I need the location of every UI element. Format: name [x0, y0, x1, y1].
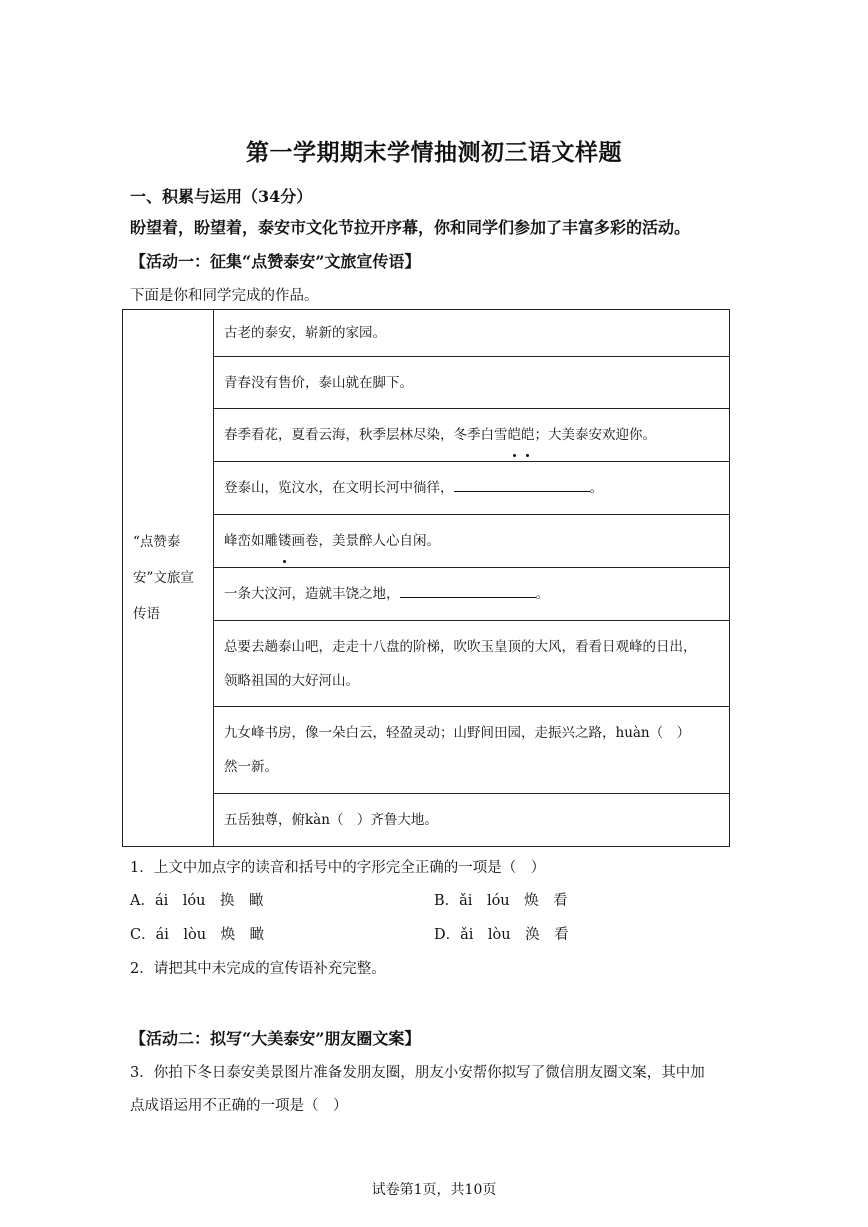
slogan-table [122, 309, 730, 847]
slogan-text: 九女峰书房，像一朵白云，轻盈灵动；山野间田园，走振兴之路，huàn（ ） [224, 725, 691, 741]
page-footer: 试卷第1页，共10页 [371, 1182, 497, 1198]
slogan-text: 。 [589, 480, 603, 496]
slogan-cell [214, 310, 730, 357]
slogan-cell [214, 621, 730, 707]
option-a[interactable]: A．ái lóu 换 瞰 [130, 893, 264, 909]
slogan-text: 春季看花，夏看云海，秋季层林尽染，冬季白雪 [224, 427, 508, 443]
slogan-cell [214, 568, 730, 621]
dotted-character: 皑 [508, 418, 522, 452]
answer-blank[interactable] [400, 585, 536, 598]
activity1-heading: 【活动一：征集“点赞泰安”文旅宣传语】 [130, 252, 421, 271]
slogan-text: 峰峦如雕 [224, 533, 278, 549]
option-c[interactable]: C．ái lòu 焕 瞰 [130, 927, 265, 943]
table-label-text: “点赞泰安”文旅宣传语 [133, 534, 194, 622]
slogan-cell [214, 409, 730, 462]
slogan-cell [214, 357, 730, 409]
slogan-text: 画卷，美景醉人心自闲。 [291, 533, 440, 549]
slogan-cell [214, 794, 730, 847]
table-row [123, 707, 730, 794]
table-row [123, 568, 730, 621]
slogan-text: 领略祖国的大好河山。 [224, 672, 359, 689]
slogan-text: 总要去趟泰山吧，走走十八盘的阶梯，吹吹玉皇顶的大风，看看日观峰的日出， [224, 638, 697, 655]
table-row [123, 621, 730, 707]
slogan-text: 。 [535, 586, 549, 602]
document-title: 第一学期期末学情抽测初三语文样题 [246, 139, 622, 166]
slogan-text: 登泰山，览汶水，在文明长河中徜徉， [224, 480, 454, 496]
question3-stem-line1: 3．你拍下冬日泰安美景图片准备发朋友圈，朋友小安帮你拟写了微信朋友圈文案，其中加 [130, 1065, 705, 1081]
slogan-text: 然一新。 [224, 759, 278, 775]
slogan-text: 一条大汶河，造就丰饶之地， [224, 586, 400, 602]
table-row [123, 310, 730, 357]
slogan-cell [214, 515, 730, 568]
table-row [123, 357, 730, 409]
slogan-text: 古老的泰安，崭新的家园。 [224, 325, 386, 341]
table-row [123, 515, 730, 568]
slogan-text: 五岳独尊，俯kàn（ ）齐鲁大地。 [224, 812, 438, 828]
activity2-heading: 【活动二：拟写“大美泰安”朋友圈文案】 [130, 1029, 421, 1048]
question2-stem: 2．请把其中未完成的宣传语补充完整。 [130, 961, 386, 977]
intro-paragraph: 盼望着，盼望着，泰安市文化节拉开序幕，你和同学们参加了丰富多彩的活动。 [130, 218, 691, 237]
activity1-lead: 下面是你和同学完成的作品。 [130, 288, 319, 304]
slogan-text: 青春没有售价，泰山就在脚下。 [224, 374, 413, 391]
section-heading: 一、积累与运用（34分） [130, 187, 313, 206]
table-row [123, 794, 730, 847]
question3-stem-line2: 点成语运用不正确的一项是（ ） [130, 1098, 348, 1114]
option-b[interactable]: B．ǎi lóu 焕 看 [434, 893, 568, 909]
slogan-cell [214, 462, 730, 515]
dotted-character: 镂 [278, 524, 292, 558]
dotted-character: 皑 [521, 418, 535, 452]
option-d[interactable]: D．ǎi lòu 涣 看 [434, 927, 569, 943]
table-row [123, 409, 730, 462]
table-row [123, 462, 730, 515]
answer-blank[interactable] [454, 479, 590, 492]
question1-stem: 1．上文中加点字的读音和括号中的字形完全正确的一项是（ ） [130, 860, 546, 876]
slogan-cell [214, 707, 730, 794]
slogan-text: ；大美泰安欢迎你。 [534, 427, 656, 443]
table-label [123, 310, 214, 847]
